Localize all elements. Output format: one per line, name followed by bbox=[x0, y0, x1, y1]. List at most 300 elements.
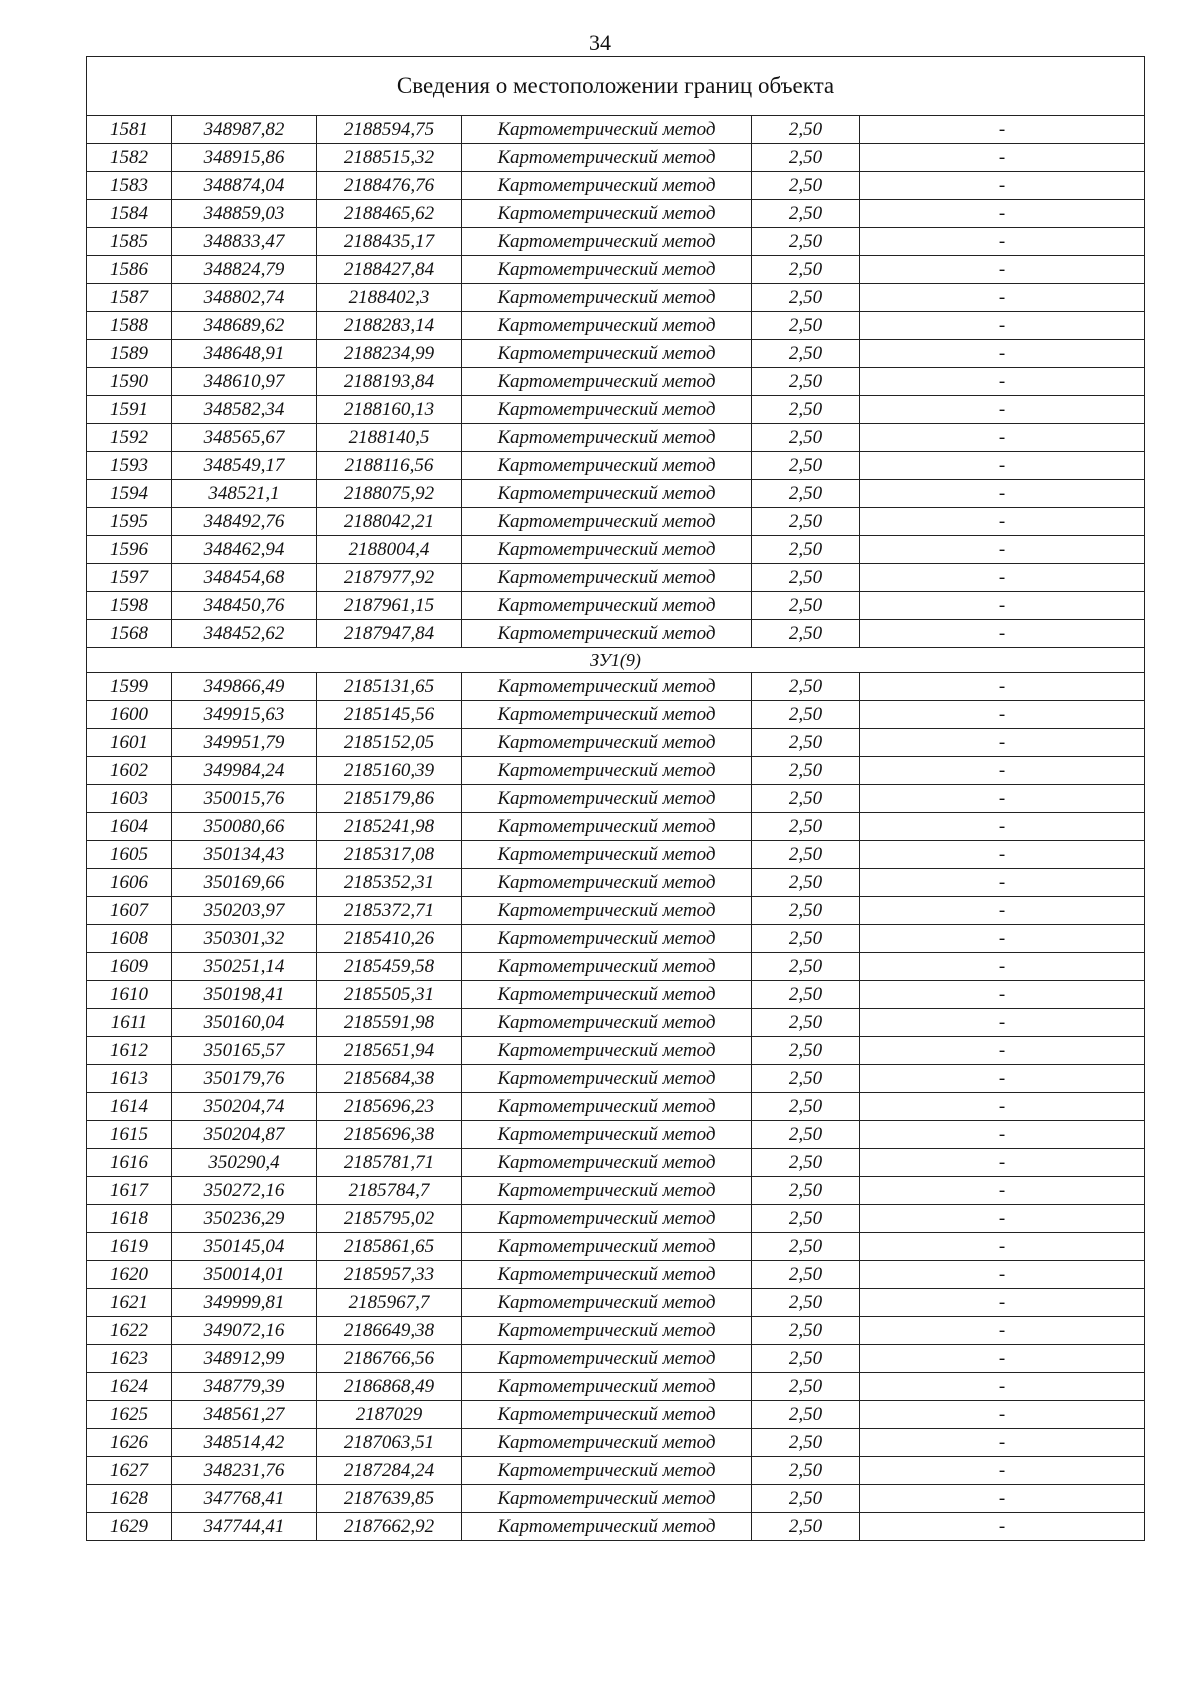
coordinate-x-cell: 348987,82 bbox=[172, 116, 317, 144]
precision-cell: 2,50 bbox=[752, 701, 860, 729]
point-number-cell: 1597 bbox=[87, 564, 172, 592]
precision-cell: 2,50 bbox=[752, 144, 860, 172]
description-cell: - bbox=[860, 701, 1145, 729]
method-cell: Картометрический метод bbox=[462, 813, 752, 841]
description-cell: - bbox=[860, 1485, 1145, 1513]
description-cell: - bbox=[860, 1205, 1145, 1233]
coordinate-y-cell: 2185684,38 bbox=[317, 1065, 462, 1093]
table-row bbox=[87, 1009, 1145, 1037]
method-cell: Картометрический метод bbox=[462, 701, 752, 729]
section-row bbox=[87, 648, 1145, 673]
precision-cell: 2,50 bbox=[752, 981, 860, 1009]
coordinate-x-cell: 350014,01 bbox=[172, 1261, 317, 1289]
precision-cell: 2,50 bbox=[752, 480, 860, 508]
coordinate-y-cell: 2187063,51 bbox=[317, 1429, 462, 1457]
table-title: Сведения о местоположении границ объекта bbox=[87, 57, 1145, 116]
coordinate-y-cell: 2185160,39 bbox=[317, 757, 462, 785]
table-row bbox=[87, 1429, 1145, 1457]
method-cell: Картометрический метод bbox=[462, 1177, 752, 1205]
coordinate-y-cell: 2188075,92 bbox=[317, 480, 462, 508]
coordinate-x-cell: 348565,67 bbox=[172, 424, 317, 452]
coordinate-x-cell: 347768,41 bbox=[172, 1485, 317, 1513]
precision-cell: 2,50 bbox=[752, 172, 860, 200]
table-row bbox=[87, 841, 1145, 869]
point-number-cell: 1601 bbox=[87, 729, 172, 757]
point-number-cell: 1627 bbox=[87, 1457, 172, 1485]
coordinate-y-cell: 2185372,71 bbox=[317, 897, 462, 925]
coordinate-x-cell: 348561,27 bbox=[172, 1401, 317, 1429]
precision-cell: 2,50 bbox=[752, 729, 860, 757]
point-number-cell: 1600 bbox=[87, 701, 172, 729]
coordinate-x-cell: 348648,91 bbox=[172, 340, 317, 368]
coordinate-y-cell: 2187977,92 bbox=[317, 564, 462, 592]
method-cell: Картометрический метод bbox=[462, 564, 752, 592]
description-cell: - bbox=[860, 1177, 1145, 1205]
method-cell: Картометрический метод bbox=[462, 424, 752, 452]
coordinate-x-cell: 349984,24 bbox=[172, 757, 317, 785]
point-number-cell: 1591 bbox=[87, 396, 172, 424]
precision-cell: 2,50 bbox=[752, 813, 860, 841]
coordinate-x-cell: 348450,76 bbox=[172, 592, 317, 620]
coordinate-y-cell: 2185781,71 bbox=[317, 1149, 462, 1177]
point-number-cell: 1625 bbox=[87, 1401, 172, 1429]
method-cell: Картометрический метод bbox=[462, 1513, 752, 1541]
precision-cell: 2,50 bbox=[752, 1093, 860, 1121]
description-cell: - bbox=[860, 228, 1145, 256]
precision-cell: 2,50 bbox=[752, 1485, 860, 1513]
precision-cell: 2,50 bbox=[752, 953, 860, 981]
coordinate-x-cell: 348462,94 bbox=[172, 536, 317, 564]
coordinate-y-cell: 2185651,94 bbox=[317, 1037, 462, 1065]
method-cell: Картометрический метод bbox=[462, 1457, 752, 1485]
method-cell: Картометрический метод bbox=[462, 508, 752, 536]
description-cell: - bbox=[860, 284, 1145, 312]
coordinate-y-cell: 2185241,98 bbox=[317, 813, 462, 841]
table-row bbox=[87, 1261, 1145, 1289]
coordinate-x-cell: 348454,68 bbox=[172, 564, 317, 592]
method-cell: Картометрический метод bbox=[462, 1345, 752, 1373]
coordinate-y-cell: 2188515,32 bbox=[317, 144, 462, 172]
description-cell: - bbox=[860, 592, 1145, 620]
coordinate-x-cell: 350134,43 bbox=[172, 841, 317, 869]
method-cell: Картометрический метод bbox=[462, 1401, 752, 1429]
precision-cell: 2,50 bbox=[752, 1373, 860, 1401]
coordinate-y-cell: 2185505,31 bbox=[317, 981, 462, 1009]
description-cell: - bbox=[860, 1065, 1145, 1093]
coordinate-x-cell: 348492,76 bbox=[172, 508, 317, 536]
coordinate-x-cell: 348915,86 bbox=[172, 144, 317, 172]
method-cell: Картометрический метод bbox=[462, 869, 752, 897]
precision-cell: 2,50 bbox=[752, 757, 860, 785]
method-cell: Картометрический метод bbox=[462, 1065, 752, 1093]
coordinate-y-cell: 2185696,23 bbox=[317, 1093, 462, 1121]
method-cell: Картометрический метод bbox=[462, 144, 752, 172]
precision-cell: 2,50 bbox=[752, 564, 860, 592]
method-cell: Картометрический метод bbox=[462, 256, 752, 284]
description-cell: - bbox=[860, 1233, 1145, 1261]
method-cell: Картометрический метод bbox=[462, 368, 752, 396]
point-number-cell: 1602 bbox=[87, 757, 172, 785]
table-row bbox=[87, 757, 1145, 785]
point-number-cell: 1622 bbox=[87, 1317, 172, 1345]
point-number-cell: 1624 bbox=[87, 1373, 172, 1401]
coordinate-x-cell: 350204,74 bbox=[172, 1093, 317, 1121]
precision-cell: 2,50 bbox=[752, 256, 860, 284]
coordinate-y-cell: 2188160,13 bbox=[317, 396, 462, 424]
coordinate-y-cell: 2185861,65 bbox=[317, 1233, 462, 1261]
description-cell: - bbox=[860, 1457, 1145, 1485]
coordinate-y-cell: 2185145,56 bbox=[317, 701, 462, 729]
precision-cell: 2,50 bbox=[752, 785, 860, 813]
point-number-cell: 1596 bbox=[87, 536, 172, 564]
table-row bbox=[87, 508, 1145, 536]
description-cell: - bbox=[860, 1261, 1145, 1289]
table-row bbox=[87, 620, 1145, 648]
coordinate-x-cell: 348582,34 bbox=[172, 396, 317, 424]
description-cell: - bbox=[860, 953, 1145, 981]
table-row bbox=[87, 200, 1145, 228]
coordinate-x-cell: 349951,79 bbox=[172, 729, 317, 757]
description-cell: - bbox=[860, 729, 1145, 757]
method-cell: Картометрический метод bbox=[462, 228, 752, 256]
precision-cell: 2,50 bbox=[752, 508, 860, 536]
description-cell: - bbox=[860, 897, 1145, 925]
precision-cell: 2,50 bbox=[752, 1009, 860, 1037]
table-row bbox=[87, 424, 1145, 452]
point-number-cell: 1614 bbox=[87, 1093, 172, 1121]
coordinate-y-cell: 2185317,08 bbox=[317, 841, 462, 869]
coordinate-y-cell: 2185410,26 bbox=[317, 925, 462, 953]
coordinate-x-cell: 348859,03 bbox=[172, 200, 317, 228]
coordinate-y-cell: 2186766,56 bbox=[317, 1345, 462, 1373]
method-cell: Картометрический метод bbox=[462, 396, 752, 424]
coordinate-x-cell: 348779,39 bbox=[172, 1373, 317, 1401]
point-number-cell: 1585 bbox=[87, 228, 172, 256]
coordinate-y-cell: 2188283,14 bbox=[317, 312, 462, 340]
coordinate-x-cell: 348231,76 bbox=[172, 1457, 317, 1485]
coordinate-y-cell: 2187947,84 bbox=[317, 620, 462, 648]
description-cell: - bbox=[860, 869, 1145, 897]
precision-cell: 2,50 bbox=[752, 340, 860, 368]
method-cell: Картометрический метод bbox=[462, 925, 752, 953]
coordinate-x-cell: 350015,76 bbox=[172, 785, 317, 813]
table-row bbox=[87, 981, 1145, 1009]
boundary-table bbox=[86, 56, 1145, 1541]
method-cell: Картометрический метод bbox=[462, 312, 752, 340]
table-row bbox=[87, 953, 1145, 981]
point-number-cell: 1613 bbox=[87, 1065, 172, 1093]
method-cell: Картометрический метод bbox=[462, 1289, 752, 1317]
method-cell: Картометрический метод bbox=[462, 200, 752, 228]
precision-cell: 2,50 bbox=[752, 1345, 860, 1373]
method-cell: Картометрический метод bbox=[462, 785, 752, 813]
method-cell: Картометрический метод bbox=[462, 480, 752, 508]
table-row bbox=[87, 452, 1145, 480]
table-title-row bbox=[87, 57, 1145, 116]
point-number-cell: 1603 bbox=[87, 785, 172, 813]
coordinate-y-cell: 2188116,56 bbox=[317, 452, 462, 480]
table-row bbox=[87, 1457, 1145, 1485]
point-number-cell: 1581 bbox=[87, 116, 172, 144]
precision-cell: 2,50 bbox=[752, 536, 860, 564]
description-cell: - bbox=[860, 1373, 1145, 1401]
coordinate-y-cell: 2185179,86 bbox=[317, 785, 462, 813]
method-cell: Картометрический метод bbox=[462, 340, 752, 368]
table-row bbox=[87, 1233, 1145, 1261]
description-cell: - bbox=[860, 340, 1145, 368]
coordinate-x-cell: 348833,47 bbox=[172, 228, 317, 256]
coordinate-y-cell: 2187639,85 bbox=[317, 1485, 462, 1513]
precision-cell: 2,50 bbox=[752, 396, 860, 424]
section-label: ЗУ1(9) bbox=[87, 648, 1145, 673]
method-cell: Картометрический метод bbox=[462, 284, 752, 312]
description-cell: - bbox=[860, 1513, 1145, 1541]
precision-cell: 2,50 bbox=[752, 228, 860, 256]
method-cell: Картометрический метод bbox=[462, 1205, 752, 1233]
coordinate-x-cell: 350169,66 bbox=[172, 869, 317, 897]
description-cell: - bbox=[860, 1429, 1145, 1457]
precision-cell: 2,50 bbox=[752, 452, 860, 480]
description-cell: - bbox=[860, 841, 1145, 869]
precision-cell: 2,50 bbox=[752, 1289, 860, 1317]
coordinate-x-cell: 350179,76 bbox=[172, 1065, 317, 1093]
coordinate-x-cell: 349072,16 bbox=[172, 1317, 317, 1345]
point-number-cell: 1610 bbox=[87, 981, 172, 1009]
point-number-cell: 1611 bbox=[87, 1009, 172, 1037]
coordinate-x-cell: 350272,16 bbox=[172, 1177, 317, 1205]
description-cell: - bbox=[860, 396, 1145, 424]
coordinate-y-cell: 2188476,76 bbox=[317, 172, 462, 200]
table-row bbox=[87, 340, 1145, 368]
point-number-cell: 1584 bbox=[87, 200, 172, 228]
table-row bbox=[87, 925, 1145, 953]
table-row bbox=[87, 368, 1145, 396]
table-row bbox=[87, 1485, 1145, 1513]
coordinate-y-cell: 2188594,75 bbox=[317, 116, 462, 144]
coordinate-x-cell: 350204,87 bbox=[172, 1121, 317, 1149]
point-number-cell: 1598 bbox=[87, 592, 172, 620]
description-cell: - bbox=[860, 144, 1145, 172]
coordinate-x-cell: 348610,97 bbox=[172, 368, 317, 396]
description-cell: - bbox=[860, 1149, 1145, 1177]
table-row bbox=[87, 228, 1145, 256]
point-number-cell: 1619 bbox=[87, 1233, 172, 1261]
precision-cell: 2,50 bbox=[752, 1233, 860, 1261]
precision-cell: 2,50 bbox=[752, 1429, 860, 1457]
point-number-cell: 1588 bbox=[87, 312, 172, 340]
method-cell: Картометрический метод bbox=[462, 953, 752, 981]
point-number-cell: 1607 bbox=[87, 897, 172, 925]
precision-cell: 2,50 bbox=[752, 1065, 860, 1093]
description-cell: - bbox=[860, 673, 1145, 701]
description-cell: - bbox=[860, 1289, 1145, 1317]
description-cell: - bbox=[860, 172, 1145, 200]
coordinate-x-cell: 347744,41 bbox=[172, 1513, 317, 1541]
coordinate-x-cell: 349866,49 bbox=[172, 673, 317, 701]
coordinate-y-cell: 2187961,15 bbox=[317, 592, 462, 620]
description-cell: - bbox=[860, 813, 1145, 841]
table-row bbox=[87, 1065, 1145, 1093]
method-cell: Картометрический метод bbox=[462, 1009, 752, 1037]
coordinate-y-cell: 2187029 bbox=[317, 1401, 462, 1429]
coordinate-y-cell: 2187662,92 bbox=[317, 1513, 462, 1541]
coordinate-x-cell: 350251,14 bbox=[172, 953, 317, 981]
point-number-cell: 1621 bbox=[87, 1289, 172, 1317]
point-number-cell: 1595 bbox=[87, 508, 172, 536]
table-row bbox=[87, 813, 1145, 841]
table-row bbox=[87, 172, 1145, 200]
description-cell: - bbox=[860, 200, 1145, 228]
table-row bbox=[87, 701, 1145, 729]
precision-cell: 2,50 bbox=[752, 592, 860, 620]
coordinate-y-cell: 2188427,84 bbox=[317, 256, 462, 284]
coordinate-y-cell: 2185784,7 bbox=[317, 1177, 462, 1205]
coordinate-y-cell: 2188140,5 bbox=[317, 424, 462, 452]
point-number-cell: 1612 bbox=[87, 1037, 172, 1065]
description-cell: - bbox=[860, 564, 1145, 592]
method-cell: Картометрический метод bbox=[462, 757, 752, 785]
table-row bbox=[87, 312, 1145, 340]
method-cell: Картометрический метод bbox=[462, 116, 752, 144]
coordinate-y-cell: 2188435,17 bbox=[317, 228, 462, 256]
coordinate-x-cell: 350203,97 bbox=[172, 897, 317, 925]
method-cell: Картометрический метод bbox=[462, 1429, 752, 1457]
precision-cell: 2,50 bbox=[752, 869, 860, 897]
coordinate-x-cell: 348802,74 bbox=[172, 284, 317, 312]
description-cell: - bbox=[860, 116, 1145, 144]
description-cell: - bbox=[860, 925, 1145, 953]
description-cell: - bbox=[860, 620, 1145, 648]
page-number: 34 bbox=[589, 30, 611, 55]
description-cell: - bbox=[860, 312, 1145, 340]
coordinate-y-cell: 2188234,99 bbox=[317, 340, 462, 368]
coordinate-y-cell: 2188042,21 bbox=[317, 508, 462, 536]
method-cell: Картометрический метод bbox=[462, 673, 752, 701]
method-cell: Картометрический метод bbox=[462, 729, 752, 757]
table-row bbox=[87, 1093, 1145, 1121]
coordinate-x-cell: 348824,79 bbox=[172, 256, 317, 284]
coordinate-y-cell: 2185459,58 bbox=[317, 953, 462, 981]
point-number-cell: 1606 bbox=[87, 869, 172, 897]
point-number-cell: 1589 bbox=[87, 340, 172, 368]
precision-cell: 2,50 bbox=[752, 368, 860, 396]
precision-cell: 2,50 bbox=[752, 841, 860, 869]
point-number-cell: 1599 bbox=[87, 673, 172, 701]
coordinate-x-cell: 348874,04 bbox=[172, 172, 317, 200]
precision-cell: 2,50 bbox=[752, 897, 860, 925]
table-row bbox=[87, 1149, 1145, 1177]
description-cell: - bbox=[860, 424, 1145, 452]
point-number-cell: 1605 bbox=[87, 841, 172, 869]
precision-cell: 2,50 bbox=[752, 1401, 860, 1429]
point-number-cell: 1568 bbox=[87, 620, 172, 648]
point-number-cell: 1594 bbox=[87, 480, 172, 508]
description-cell: - bbox=[860, 508, 1145, 536]
point-number-cell: 1604 bbox=[87, 813, 172, 841]
table-row bbox=[87, 1373, 1145, 1401]
table-row bbox=[87, 564, 1145, 592]
table-row bbox=[87, 1401, 1145, 1429]
description-cell: - bbox=[860, 981, 1145, 1009]
point-number-cell: 1592 bbox=[87, 424, 172, 452]
table-row bbox=[87, 116, 1145, 144]
coordinate-x-cell: 348452,62 bbox=[172, 620, 317, 648]
point-number-cell: 1628 bbox=[87, 1485, 172, 1513]
description-cell: - bbox=[860, 757, 1145, 785]
coordinate-x-cell: 350198,41 bbox=[172, 981, 317, 1009]
table-row bbox=[87, 785, 1145, 813]
point-number-cell: 1617 bbox=[87, 1177, 172, 1205]
method-cell: Картометрический метод bbox=[462, 897, 752, 925]
coordinate-x-cell: 350236,29 bbox=[172, 1205, 317, 1233]
coordinate-y-cell: 2185795,02 bbox=[317, 1205, 462, 1233]
point-number-cell: 1593 bbox=[87, 452, 172, 480]
table-row bbox=[87, 897, 1145, 925]
point-number-cell: 1615 bbox=[87, 1121, 172, 1149]
coordinate-y-cell: 2185591,98 bbox=[317, 1009, 462, 1037]
method-cell: Картометрический метод bbox=[462, 1093, 752, 1121]
description-cell: - bbox=[860, 1093, 1145, 1121]
point-number-cell: 1608 bbox=[87, 925, 172, 953]
precision-cell: 2,50 bbox=[752, 284, 860, 312]
precision-cell: 2,50 bbox=[752, 1037, 860, 1065]
table-row bbox=[87, 284, 1145, 312]
description-cell: - bbox=[860, 1345, 1145, 1373]
method-cell: Картометрический метод bbox=[462, 1037, 752, 1065]
coordinate-y-cell: 2185352,31 bbox=[317, 869, 462, 897]
point-number-cell: 1587 bbox=[87, 284, 172, 312]
precision-cell: 2,50 bbox=[752, 424, 860, 452]
coordinate-y-cell: 2188402,3 bbox=[317, 284, 462, 312]
coordinate-x-cell: 350290,4 bbox=[172, 1149, 317, 1177]
precision-cell: 2,50 bbox=[752, 1121, 860, 1149]
precision-cell: 2,50 bbox=[752, 1513, 860, 1541]
table-row bbox=[87, 536, 1145, 564]
method-cell: Картометрический метод bbox=[462, 841, 752, 869]
description-cell: - bbox=[860, 536, 1145, 564]
point-number-cell: 1582 bbox=[87, 144, 172, 172]
table-row bbox=[87, 1513, 1145, 1541]
point-number-cell: 1590 bbox=[87, 368, 172, 396]
table-row bbox=[87, 144, 1145, 172]
description-cell: - bbox=[860, 452, 1145, 480]
method-cell: Картометрический метод bbox=[462, 1121, 752, 1149]
precision-cell: 2,50 bbox=[752, 1205, 860, 1233]
point-number-cell: 1623 bbox=[87, 1345, 172, 1373]
method-cell: Картометрический метод bbox=[462, 1233, 752, 1261]
coordinate-x-cell: 348689,62 bbox=[172, 312, 317, 340]
table-row bbox=[87, 1037, 1145, 1065]
coordinate-x-cell: 348514,42 bbox=[172, 1429, 317, 1457]
point-number-cell: 1616 bbox=[87, 1149, 172, 1177]
precision-cell: 2,50 bbox=[752, 200, 860, 228]
description-cell: - bbox=[860, 1121, 1145, 1149]
method-cell: Картометрический метод bbox=[462, 1317, 752, 1345]
description-cell: - bbox=[860, 1009, 1145, 1037]
coordinate-y-cell: 2187284,24 bbox=[317, 1457, 462, 1485]
precision-cell: 2,50 bbox=[752, 312, 860, 340]
table-row bbox=[87, 592, 1145, 620]
method-cell: Картометрический метод bbox=[462, 1373, 752, 1401]
point-number-cell: 1620 bbox=[87, 1261, 172, 1289]
method-cell: Картометрический метод bbox=[462, 452, 752, 480]
table-row bbox=[87, 729, 1145, 757]
description-cell: - bbox=[860, 256, 1145, 284]
precision-cell: 2,50 bbox=[752, 116, 860, 144]
method-cell: Картометрический метод bbox=[462, 1485, 752, 1513]
precision-cell: 2,50 bbox=[752, 673, 860, 701]
description-cell: - bbox=[860, 1037, 1145, 1065]
